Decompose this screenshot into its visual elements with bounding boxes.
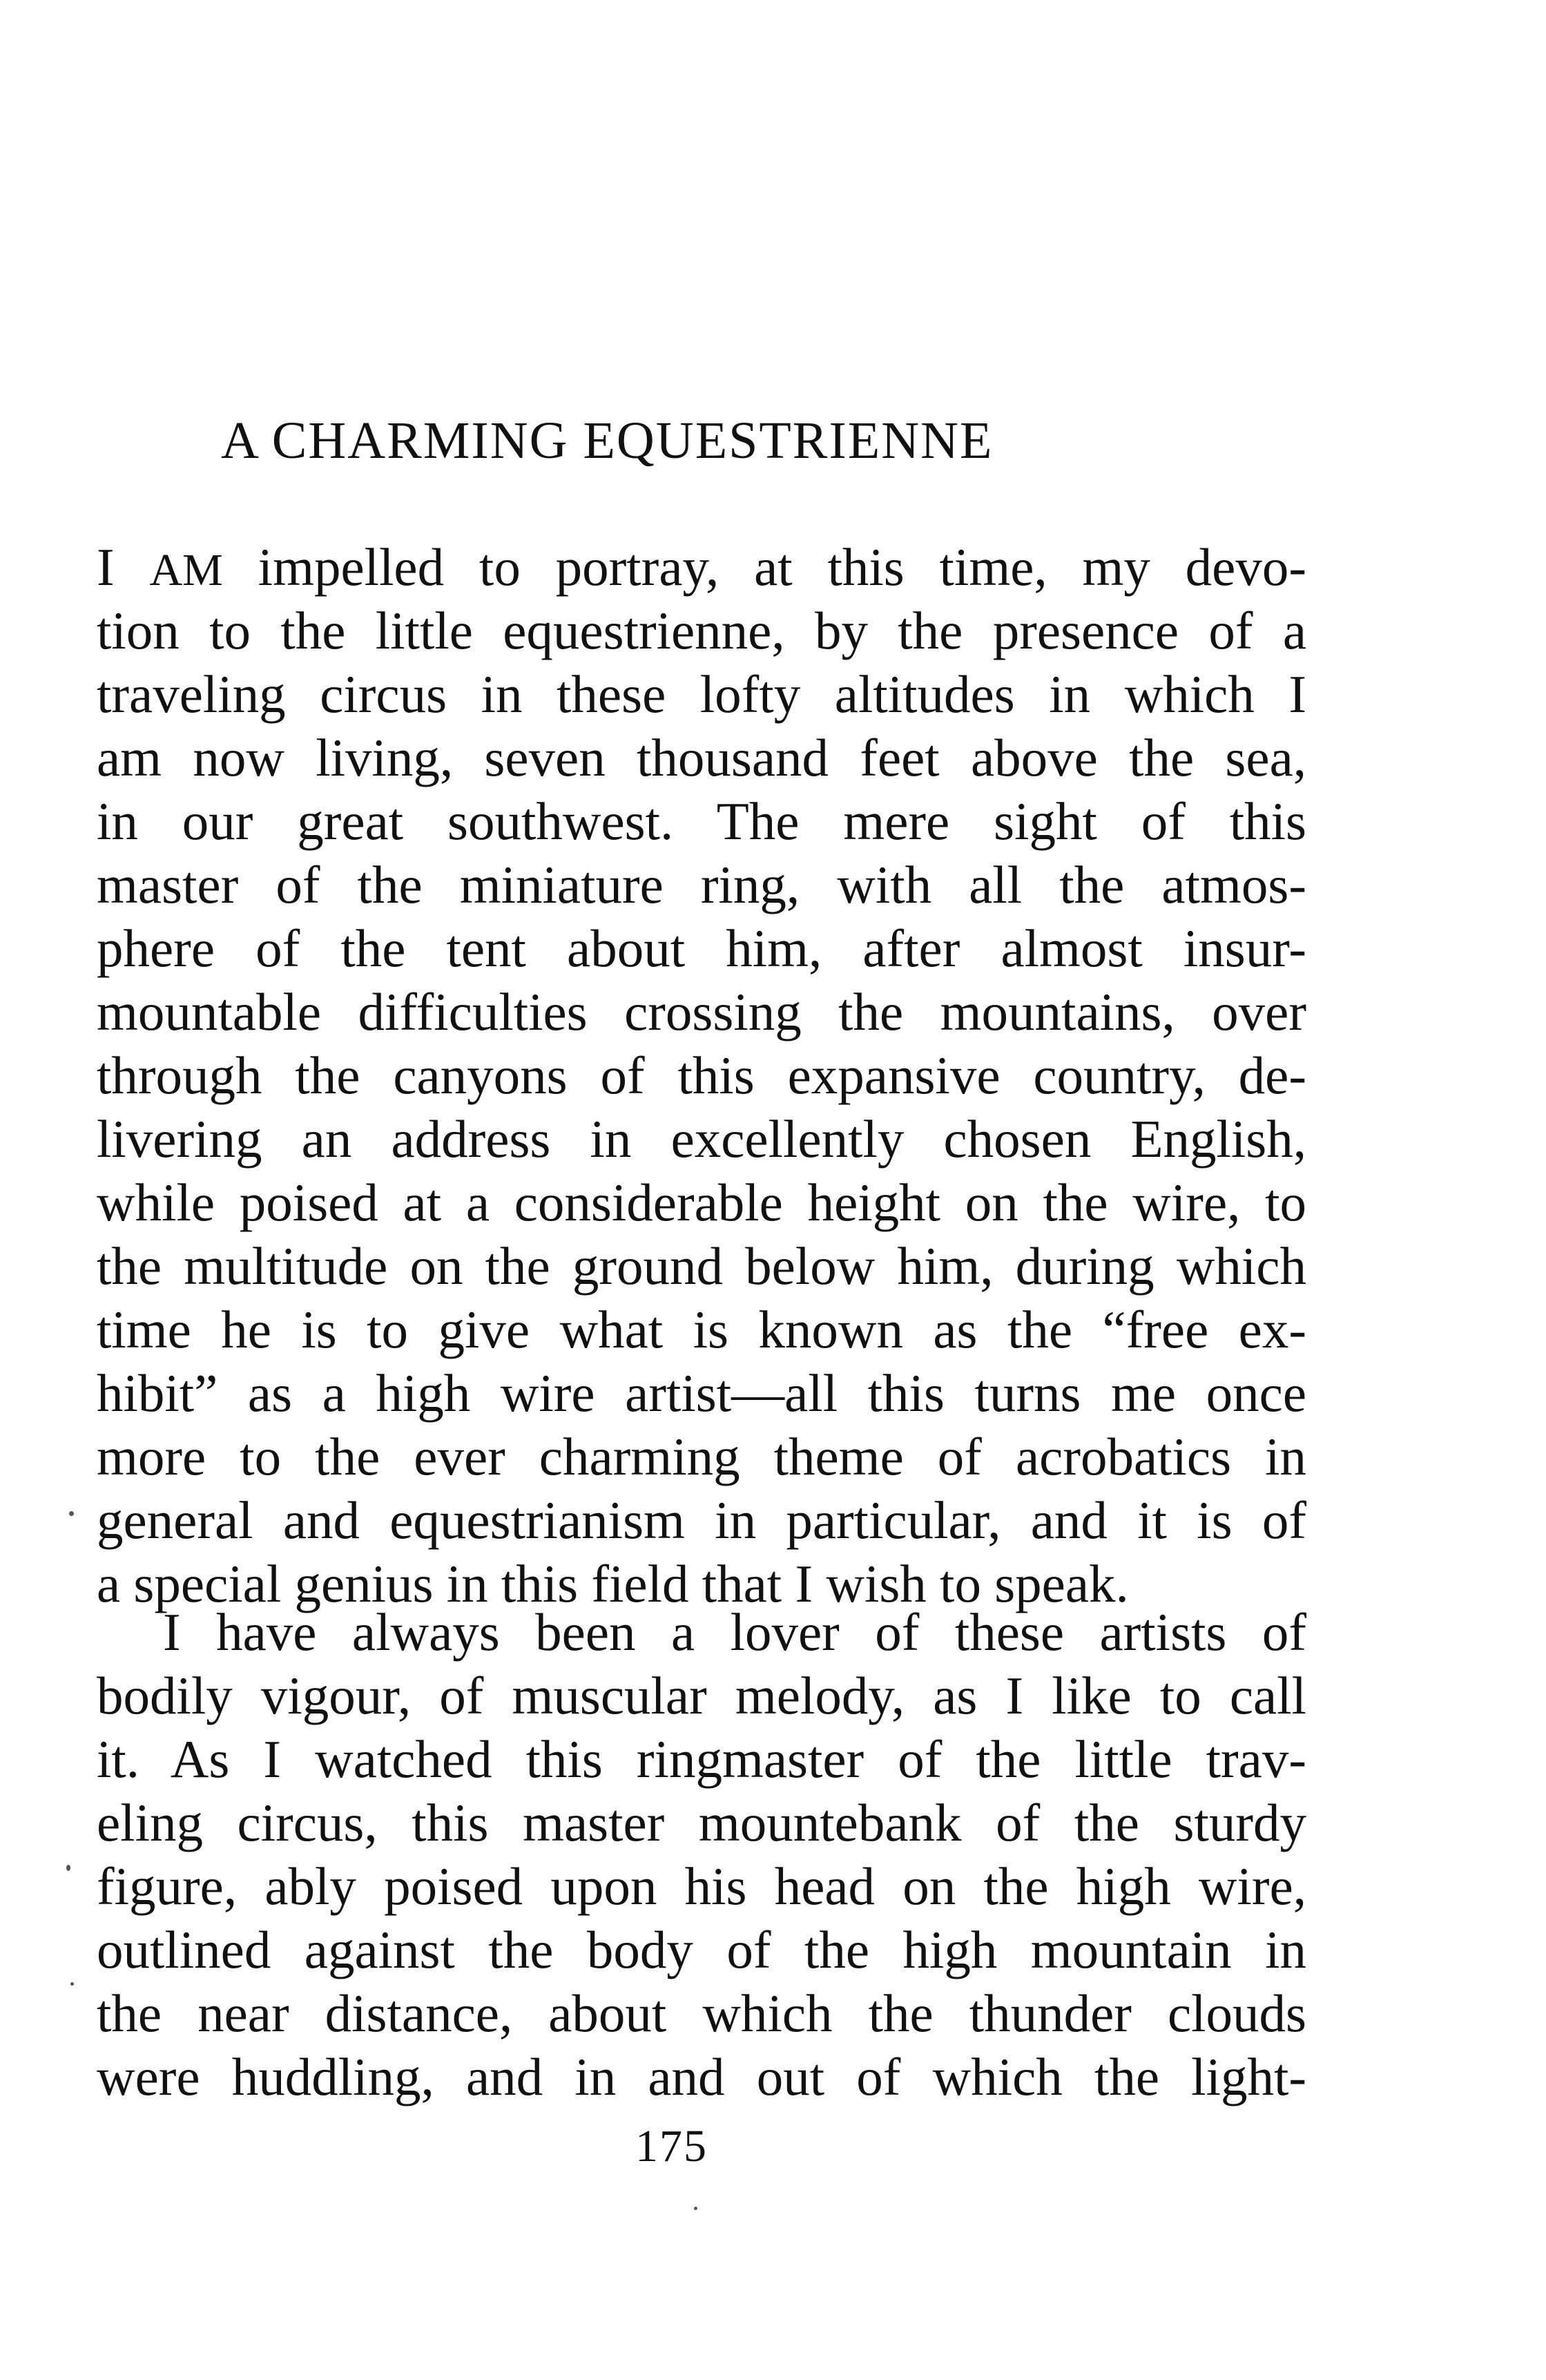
- text-line: phere of the tent about him, after almost insur-: [97, 919, 1306, 978]
- print-speck: [66, 1865, 70, 1871]
- text-line: eling circus, this master mountebank of the sturdy: [97, 1793, 1306, 1852]
- text-line: it. As I watched this ringmaster of the little trav-: [97, 1729, 1306, 1789]
- chapter-title: A CHARMING EQUESTRIENNE: [221, 412, 994, 470]
- drop-word: I: [97, 537, 115, 597]
- text-line: hibit” as a high wire artist—all this turns me once: [97, 1363, 1306, 1423]
- small-caps-word: AM: [149, 545, 223, 595]
- text-line: the multitude on the ground below him, during which: [97, 1236, 1306, 1296]
- text-line: bodily vigour, of muscular melody, as I like to call: [97, 1666, 1306, 1725]
- print-speck: [694, 2207, 697, 2210]
- paragraph-1: [97, 535, 1306, 1615]
- text-line: more to the ever charming theme of acrobatics in: [97, 1427, 1306, 1486]
- first-line-text: impelled to portray, at this time, my devo-: [258, 537, 1307, 597]
- text-line: while poised at a considerable height on the wire, to: [97, 1173, 1306, 1232]
- text-line: I have always been a lover of these artists of: [163, 1602, 1306, 1662]
- text-line: tion to the little equestrienne, by the presence of a: [97, 601, 1306, 660]
- text-line: outlined against the body of the high mountain in: [97, 1920, 1306, 1979]
- page-number: 175: [635, 2121, 708, 2171]
- text-line: in our great southwest. The mere sight of this: [97, 791, 1306, 851]
- paragraph-2: [97, 1600, 1306, 2109]
- text-line: the near distance, about which the thunder clouds: [97, 1984, 1306, 2043]
- text-line: a special genius in this field that I wish to speak.: [97, 1554, 1129, 1613]
- text-line: general and equestrianism in particular, and it is of: [97, 1490, 1306, 1550]
- text-line: am now living, seven thousand feet above the sea,: [97, 728, 1306, 787]
- text-line: figure, ably poised upon his head on the high wire,: [97, 1856, 1306, 1916]
- text-line: traveling circus in these lofty altitudes in which I: [97, 664, 1306, 724]
- print-speck: [70, 1982, 74, 1986]
- text-line: master of the miniature ring, with all the atmos-: [97, 855, 1306, 914]
- text-line: [97, 535, 1306, 599]
- text-line: time he is to give what is known as the “free ex-: [97, 1300, 1306, 1359]
- text-line: through the canyons of this expansive country, de-: [97, 1046, 1306, 1105]
- text-line: mountable difficulties crossing the mountains, over: [97, 982, 1306, 1042]
- text-line: livering an address in excellently chosen English,: [97, 1109, 1306, 1169]
- text-line: were huddling, and in and out of which the light-: [97, 2047, 1306, 2107]
- print-speck: [69, 1511, 74, 1516]
